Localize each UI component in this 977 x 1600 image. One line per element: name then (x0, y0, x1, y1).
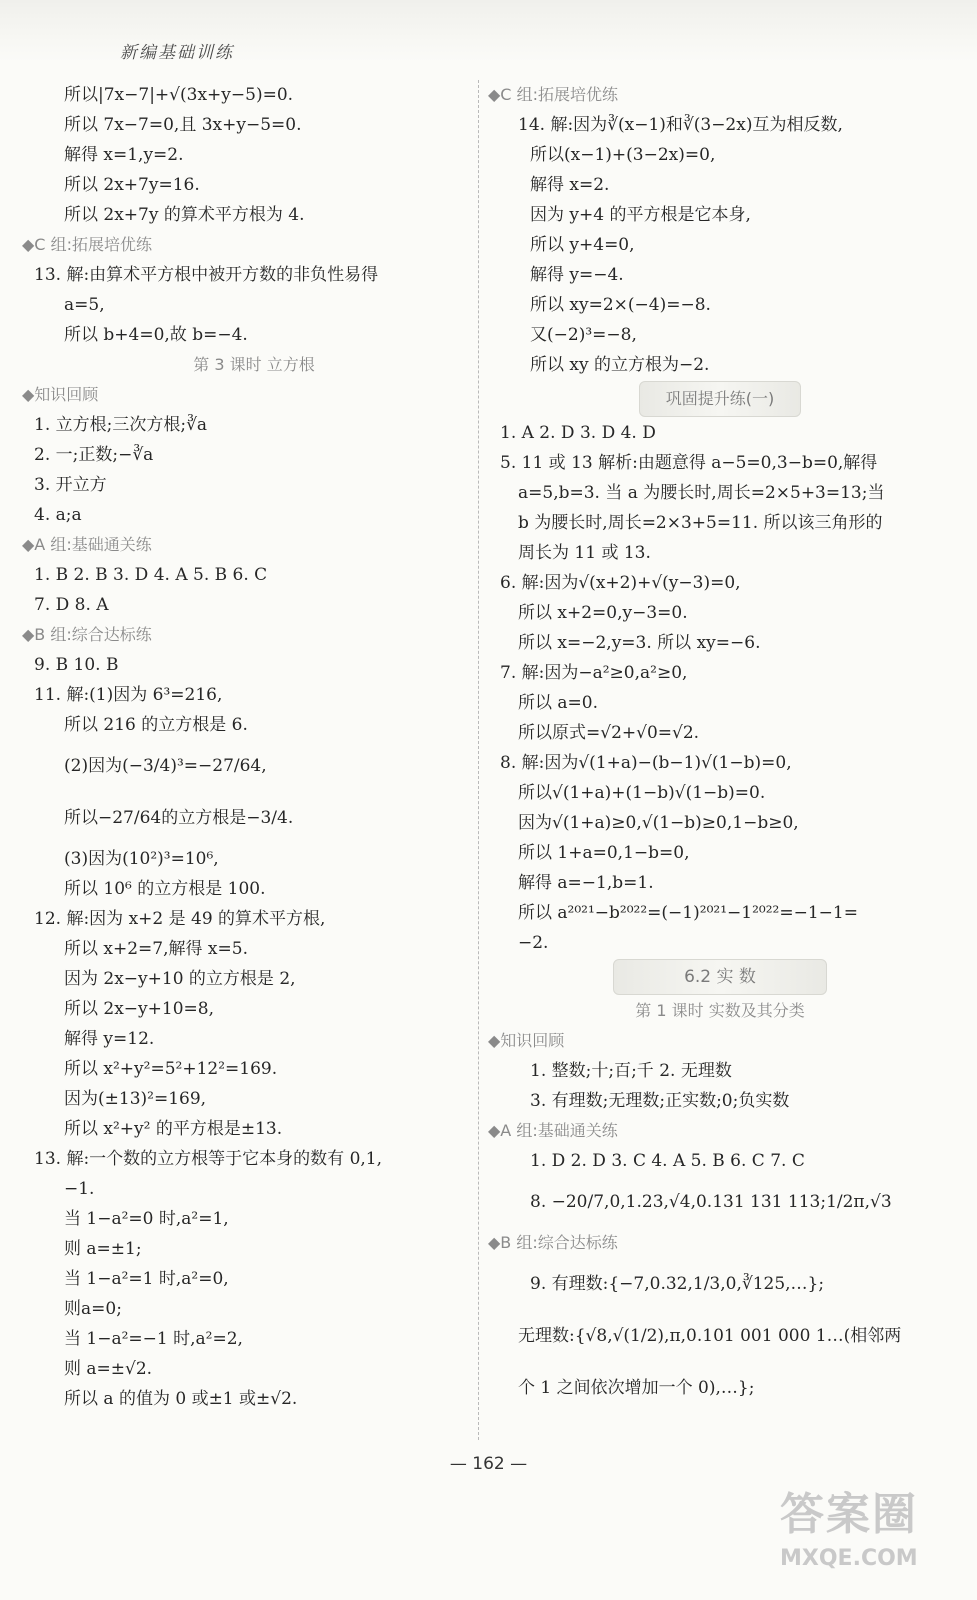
answer-line: 13. 解:一个数的立方根等于它本身的数有 0,1, (34, 1149, 383, 1169)
section-heading: ◆C 组:拓展培优练 (22, 235, 152, 254)
answer-line: 12. 解:因为 x+2 是 49 的算术平方根, (34, 909, 326, 929)
answer-line: 所以 216 的立方根是 6. (64, 715, 248, 735)
answer-line: 6. 解:因为√(x+2)+√(y−3)=0, (500, 573, 741, 593)
answer-line: 解得 y=−4. (530, 265, 624, 285)
answer-line: 解得 a=−1,b=1. (518, 873, 654, 893)
answer-line: 所以 1+a=0,1−b=0, (518, 843, 690, 863)
lesson-title: 第 3 课时 立方根 (193, 355, 315, 374)
section-banner-wrap (500, 380, 940, 418)
answer-line: 所以原式=√2+√0=√2. (518, 723, 700, 743)
answer-line: b 为腰长时,周长=2×3+5=11. 所以该三角形的 (518, 513, 883, 533)
answer-line: 所以 2x+7y=16. (64, 175, 200, 195)
answer-line: 当 1−a²=0 时,a²=1, (64, 1209, 229, 1229)
answer-line: 7. 解:因为−a²≥0,a²≥0, (500, 663, 688, 683)
answer-line: 所以 7x−7=0,且 3x+y−5=0. (64, 115, 302, 135)
answer-line: 13. 解:由算术平方根中被开方数的非负性易得 (34, 265, 379, 285)
answer-line: 所以 x²+y²=5²+12²=169. (64, 1059, 278, 1079)
answer-line: 所以 xy=2×(−4)=−8. (530, 295, 711, 315)
section-heading: ◆A 组:基础通关练 (22, 535, 152, 554)
answer-line: 因为√(1+a)≥0,√(1−b)≥0,1−b≥0, (518, 813, 799, 833)
answer-line: a=5,b=3. 当 a 为腰长时,周长=2×5+3=13;当 (518, 483, 885, 503)
answer-line: 当 1−a²=−1 时,a²=2, (64, 1329, 243, 1349)
section-banner: 6.2 实 数 (613, 959, 827, 995)
answer-line: 则 a=±√2. (64, 1359, 153, 1379)
answer-line: −1. (64, 1179, 95, 1199)
answer-line: 7. D 8. A (34, 595, 109, 615)
answer-line: 个 1 之间依次增加一个 0),…}; (518, 1378, 755, 1398)
answer-line: 无理数:{√8,√(1/2),π,0.101 001 000 1…(相邻两 (518, 1326, 902, 1346)
answer-line: 3. 开立方 (34, 475, 107, 495)
answer-line: 14. 解:因为∛(x−1)和∛(3−2x)互为相反数, (518, 115, 843, 135)
answer-line: 9. B 10. B (34, 655, 119, 675)
answer-line: 所以−27/64的立方根是−3/4. (64, 808, 294, 828)
answer-line: 所以 y+4=0, (530, 235, 635, 255)
section-banner-wrap (500, 958, 940, 996)
answer-line: 1. D 2. D 3. C 4. A 5. B 6. C 7. C (530, 1151, 805, 1171)
answer-line: 则a=0; (64, 1299, 122, 1319)
answer-line: 5. 11 或 13 解析:由题意得 a−5=0,3−b=0,解得 (500, 453, 878, 473)
answer-line: 所以 2x+7y 的算术平方根为 4. (64, 205, 305, 225)
answer-line: a=5, (64, 295, 105, 315)
answer-line: 所以|7x−7|+√(3x+y−5)=0. (64, 85, 294, 105)
answer-line: 所以 b+4=0,故 b=−4. (64, 325, 248, 345)
page-number: — 162 — (449, 1454, 528, 1474)
answer-line: 所以 xy 的立方根为−2. (530, 355, 710, 375)
answer-line: 1. 立方根;三次方根;∛a (34, 415, 208, 435)
answer-line: 1. B 2. B 3. D 4. A 5. B 6. C (34, 565, 268, 585)
answer-line: (2)因为(−3/4)³=−27/64, (64, 756, 267, 776)
section-heading: ◆C 组:拓展培优练 (488, 85, 618, 104)
series-title: 新编基础训练 (120, 43, 234, 63)
answer-line: 所以 2x−y+10=8, (64, 999, 214, 1019)
section-heading: ◆A 组:基础通关练 (488, 1121, 618, 1140)
section-heading: ◆知识回顾 (488, 1031, 565, 1050)
answer-line: 3. 有理数;无理数;正实数;0;负实数 (530, 1091, 790, 1111)
answer-line: 周长为 11 或 13. (518, 543, 651, 563)
answer-line: 4. a;a (34, 505, 82, 525)
section-banner: 巩固提升练(一) (639, 381, 802, 417)
answer-line: 8. 解:因为√(1+a)−(b−1)√(1−b)=0, (500, 753, 792, 773)
answer-line: 所以 x=−2,y=3. 所以 xy=−6. (518, 633, 761, 653)
answer-line: 因为 2x−y+10 的立方根是 2, (64, 969, 296, 989)
left-column (22, 80, 474, 1414)
answer-line: −2. (518, 933, 549, 953)
answer-line: 解得 y=12. (64, 1029, 155, 1049)
answer-line: 解得 x=2. (530, 175, 610, 195)
answer-line: 1. 整数;十;百;千 2. 无理数 (530, 1061, 732, 1081)
right-column (488, 80, 940, 1414)
column-divider (478, 80, 479, 1440)
answer-line: 因为(±13)²=169, (64, 1089, 207, 1109)
section-heading: ◆B 组:综合达标练 (22, 625, 152, 644)
answer-line: 11. 解:(1)因为 6³=216, (34, 685, 223, 705)
answer-line: 9. 有理数:{−7,0.32,1/3,0,∛125,…}; (530, 1274, 825, 1294)
answer-line: 则 a=±1; (64, 1239, 142, 1259)
answer-line: 8. −20/7,0,1.23,√4,0.131 131 113;1/2π,√3 (530, 1192, 892, 1212)
section-heading: ◆知识回顾 (22, 385, 99, 404)
answer-line: 所以 a 的值为 0 或±1 或±√2. (64, 1389, 298, 1409)
answer-line: 又(−2)³=−8, (530, 325, 637, 345)
watermark-text: 答案圈 (780, 1489, 918, 1540)
lesson-title: 第 1 课时 实数及其分类 (635, 1001, 805, 1020)
answer-line: 所以 x²+y² 的平方根是±13. (64, 1119, 283, 1139)
watermark-logo (780, 1478, 960, 1588)
watermark-url: MXQE.COM (780, 1546, 918, 1571)
answer-line: (3)因为(10²)³=10⁶, (64, 849, 219, 869)
answer-line: 2. 一;正数;−∛a (34, 445, 154, 465)
answer-line: 因为 y+4 的平方根是它本身, (530, 205, 751, 225)
answer-line: 所以 x+2=0,y−3=0. (518, 603, 688, 623)
answer-line: 解得 x=1,y=2. (64, 145, 184, 165)
answer-line: 当 1−a²=1 时,a²=0, (64, 1269, 229, 1289)
section-heading: ◆B 组:综合达标练 (488, 1233, 618, 1252)
answer-line: 所以(x−1)+(3−2x)=0, (530, 145, 716, 165)
answer-line: 1. A 2. D 3. D 4. D (500, 423, 656, 443)
answer-line: 所以 10⁶ 的立方根是 100. (64, 879, 266, 899)
answer-line: 所以 a²⁰²¹−b²⁰²²=(−1)²⁰²¹−1²⁰²²=−1−1= (518, 903, 858, 923)
answer-line: 所以 x+2=7,解得 x=5. (64, 939, 248, 959)
answer-line: 所以 a=0. (518, 693, 599, 713)
answer-line: 所以√(1+a)+(1−b)√(1−b)=0. (518, 783, 766, 803)
